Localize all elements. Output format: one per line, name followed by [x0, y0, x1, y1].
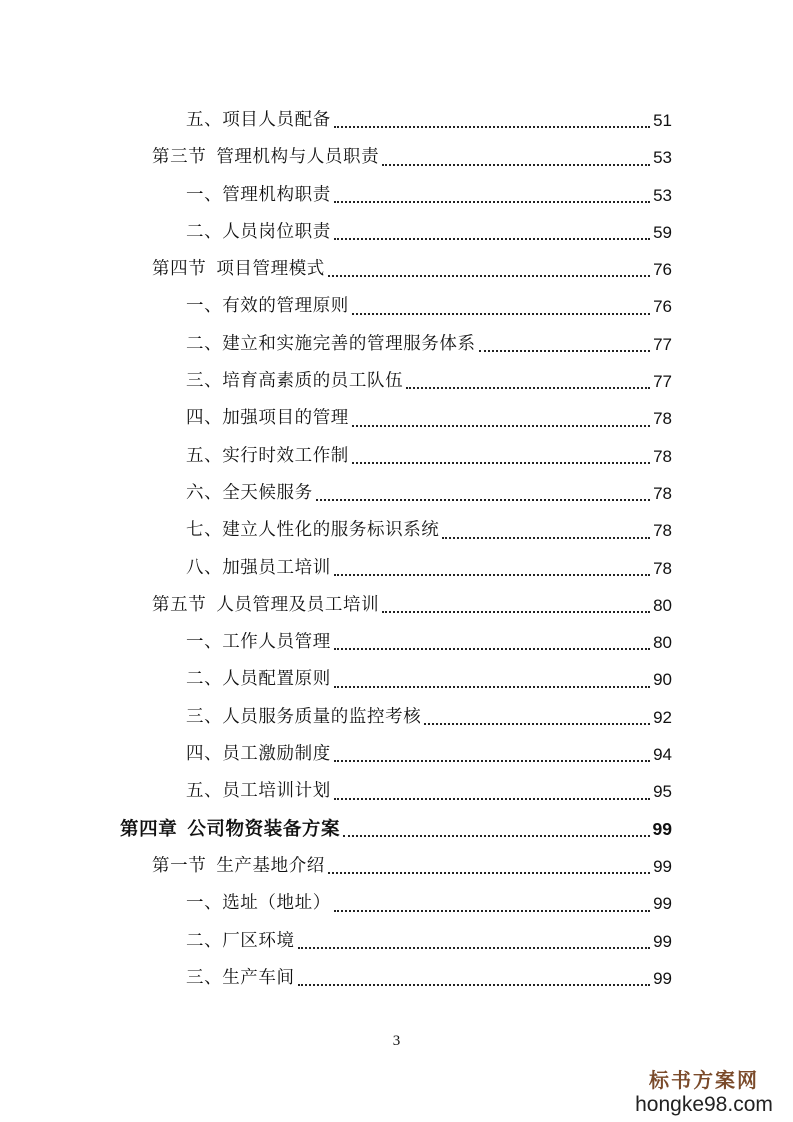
toc-entry-page: 77	[653, 334, 672, 354]
toc-entry-prefix: 一、	[186, 184, 223, 205]
toc-entry[interactable]	[0, 177, 793, 214]
watermark-chinese: 标书方案网	[649, 1068, 759, 1092]
toc-entry[interactable]	[0, 960, 793, 997]
toc-entry-title: 人员服务质量的监控考核	[222, 706, 422, 727]
dot-leader	[334, 686, 650, 688]
dot-leader	[479, 350, 650, 352]
toc-entry-title: 项目人员配备	[222, 110, 331, 130]
toc-entry-title: 人员岗位职责	[222, 221, 331, 242]
toc-entry[interactable]	[0, 288, 793, 325]
toc-entry-prefix: 三、	[186, 967, 223, 988]
dot-leader	[334, 574, 650, 576]
toc-entry-page: 78	[653, 409, 672, 429]
toc-entry-page: 76	[653, 297, 672, 317]
dot-leader	[334, 910, 650, 912]
toc-entry-prefix: 三、	[186, 371, 223, 392]
toc-entry-page: 53	[653, 185, 672, 205]
table-of-contents	[0, 102, 793, 997]
toc-entry[interactable]	[0, 326, 793, 363]
toc-entry-title: 实行时效工作制	[222, 445, 349, 466]
toc-entry[interactable]	[0, 214, 793, 251]
toc-entry-title: 生产车间	[222, 967, 295, 988]
toc-entry[interactable]	[0, 624, 793, 661]
toc-entry-page: 95	[653, 782, 672, 802]
dot-leader	[424, 723, 650, 725]
dot-leader	[343, 835, 649, 837]
toc-entry-title: 有效的管理原则	[222, 296, 349, 317]
dot-leader	[382, 164, 650, 166]
toc-entry-prefix: 一、	[186, 632, 223, 653]
toc-entry-title: 选址（地址）	[222, 893, 331, 914]
dot-leader	[334, 760, 650, 762]
toc-entry[interactable]	[0, 587, 793, 624]
toc-entry-title: 生产基地介绍	[216, 855, 325, 876]
toc-entry-title: 项目管理模式	[216, 259, 325, 280]
toc-entry[interactable]	[0, 885, 793, 922]
toc-entry-page: 78	[653, 558, 672, 578]
dot-leader	[334, 798, 650, 800]
toc-entry-title: 建立人性化的服务标识系统	[222, 520, 440, 541]
toc-entry-prefix: 第三节	[152, 147, 207, 168]
toc-entry[interactable]	[0, 512, 793, 549]
dot-leader	[334, 126, 650, 128]
toc-entry-prefix: 五、	[186, 445, 223, 466]
toc-entry[interactable]	[0, 773, 793, 810]
toc-entry[interactable]	[0, 550, 793, 587]
toc-entry-page: 80	[653, 595, 672, 615]
toc-entry[interactable]	[0, 736, 793, 773]
dot-leader	[328, 872, 650, 874]
toc-entry-prefix: 二、	[186, 930, 223, 951]
toc-entry[interactable]	[0, 661, 793, 698]
toc-entry-title: 全天候服务	[222, 482, 313, 503]
toc-entry-page: 94	[653, 745, 672, 765]
toc-entry-prefix: 第四节	[152, 259, 207, 280]
toc-entry-prefix: 八、	[186, 557, 223, 578]
toc-entry-prefix: 二、	[186, 333, 223, 354]
dot-leader	[406, 387, 650, 389]
toc-entry-page: 78	[653, 483, 672, 503]
toc-entry-title: 管理机构职责	[222, 184, 331, 205]
toc-entry-title: 厂区环境	[222, 930, 295, 951]
toc-entry-page: 77	[653, 372, 672, 392]
toc-entry-prefix: 一、	[186, 296, 223, 317]
toc-entry-page: 53	[653, 148, 672, 168]
toc-entry[interactable]	[0, 699, 793, 736]
toc-entry-title: 加强员工培训	[222, 557, 331, 578]
toc-entry[interactable]	[0, 363, 793, 400]
toc-entry[interactable]	[0, 400, 793, 437]
dot-leader	[334, 201, 650, 203]
toc-entry-page: 99	[652, 818, 672, 839]
toc-entry-title: 工作人员管理	[222, 632, 331, 653]
toc-entry-title: 管理机构与人员职责	[216, 147, 380, 168]
toc-entry-page: 76	[653, 260, 672, 280]
dot-leader	[352, 313, 650, 315]
toc-entry-page: 78	[653, 446, 672, 466]
toc-entry-page: 99	[653, 894, 672, 914]
toc-entry[interactable]	[0, 475, 793, 512]
toc-entry[interactable]	[0, 923, 793, 960]
toc-entry-prefix: 一、	[186, 893, 223, 914]
dot-leader	[328, 275, 650, 277]
dot-leader	[334, 648, 650, 650]
toc-entry-prefix: 第五节	[152, 594, 207, 615]
toc-entry-title: 员工激励制度	[222, 744, 331, 765]
dot-leader	[442, 537, 650, 539]
dot-leader	[298, 947, 650, 949]
dot-leader	[382, 611, 650, 613]
toc-entry-page: 99	[653, 968, 672, 988]
toc-entry-title: 建立和实施完善的管理服务体系	[222, 333, 476, 354]
toc-entry-prefix: 五、	[186, 110, 223, 130]
toc-entry-prefix: 二、	[186, 221, 223, 242]
toc-entry-page: 99	[653, 856, 672, 876]
toc-entry[interactable]	[0, 139, 793, 176]
toc-entry-prefix: 第一节	[152, 855, 207, 876]
toc-entry-prefix: 七、	[186, 520, 223, 541]
toc-entry-title: 人员配置原则	[222, 669, 331, 690]
toc-entry-title: 人员管理及员工培训	[216, 594, 380, 615]
toc-entry-prefix: 三、	[186, 706, 223, 727]
toc-entry-title: 培育高素质的员工队伍	[222, 371, 404, 392]
toc-entry-page: 80	[653, 633, 672, 653]
dot-leader	[298, 984, 650, 986]
toc-entry-prefix: 四、	[186, 408, 223, 429]
toc-entry-prefix: 六、	[186, 482, 223, 503]
toc-entry-page: 51	[653, 111, 672, 130]
toc-entry-page: 59	[653, 222, 672, 242]
toc-entry-title: 公司物资装备方案	[187, 818, 341, 840]
toc-entry[interactable]	[0, 251, 793, 288]
toc-entry-prefix: 五、	[186, 781, 223, 802]
toc-entry[interactable]	[0, 438, 793, 475]
toc-entry-page: 90	[653, 670, 672, 690]
toc-entry-prefix: 第四章	[120, 818, 178, 840]
page-number: 3	[392, 1033, 401, 1049]
toc-entry[interactable]	[0, 811, 793, 848]
dot-leader	[316, 499, 650, 501]
dot-leader	[352, 425, 650, 427]
toc-entry-title: 加强项目的管理	[222, 408, 349, 429]
dot-leader	[334, 238, 650, 240]
toc-entry[interactable]	[0, 102, 793, 139]
watermark-domain: hongke98.com	[635, 1093, 773, 1116]
watermark-logo	[629, 1068, 779, 1118]
toc-entry-prefix: 二、	[186, 669, 223, 690]
toc-entry-page: 99	[653, 931, 672, 951]
toc-entry-title: 员工培训计划	[222, 781, 331, 802]
toc-entry-page: 78	[653, 521, 672, 541]
dot-leader	[352, 462, 650, 464]
toc-entry-prefix: 四、	[186, 744, 223, 765]
toc-entry-page: 92	[653, 707, 672, 727]
toc-entry[interactable]	[0, 848, 793, 885]
